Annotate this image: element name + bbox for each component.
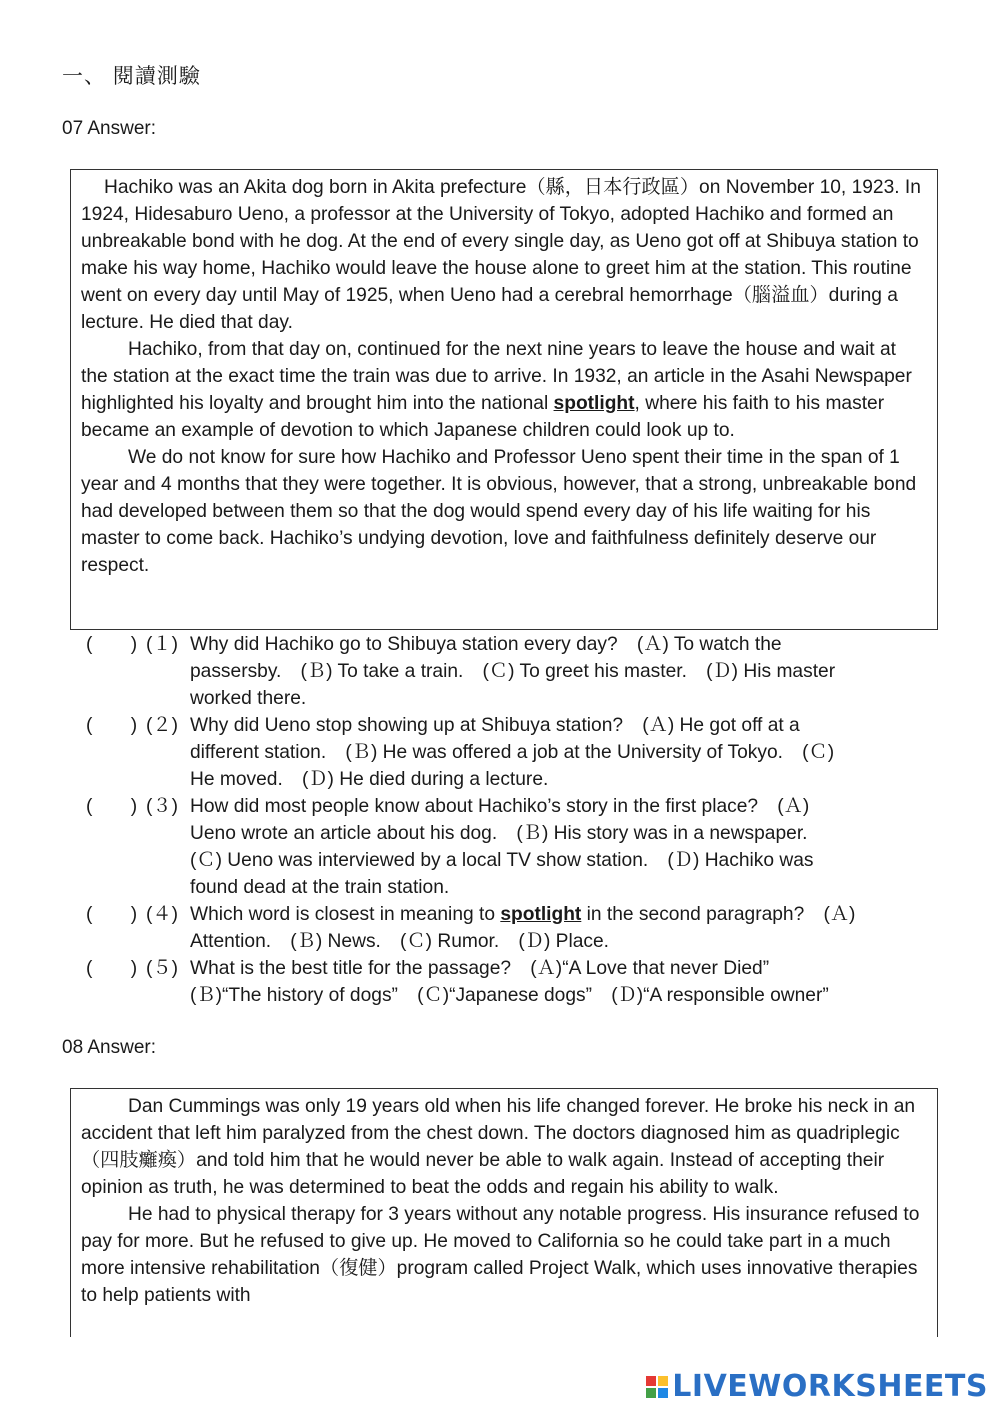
answer-blank[interactable]: ( ): [86, 796, 138, 817]
question-number: (１): [146, 634, 178, 655]
paragraph-2-text-b: , where his faith to his master became an example of devotion to which Japanese children could look up to.: [81, 393, 885, 441]
passage-07-paragraph-1: Hachiko was an Akita dog born in Akita prefecture（縣，日本行政區）on November 10, 1923. In 1924, Hidesaburo Ueno, a professor at the University of Tokyo, adopted Hachiko and formed an unbreakable bond with he dog. At the end of every single day, as Ueno got off at Shibuya station to make his way home, Hachiko would leave the house alone to greet him at the station. This routine went on every day until May of 1925, when Ueno had a cerebral hemorrhage（腦溢血）during a lecture. He died that day.: [81, 177, 921, 333]
question-line: different station. (Ｂ) He was offered a job at the University of Tokyo. (Ｃ): [190, 742, 835, 763]
question-number: (３): [146, 796, 178, 817]
question-line: passersby. (Ｂ) To take a train. (Ｃ) To greet his master. (Ｄ) His master: [190, 661, 836, 682]
answer-blank[interactable]: ( ): [86, 634, 138, 655]
question-line: Attention. (Ｂ) News. (Ｃ) Rumor. (Ｄ) Place.: [190, 931, 610, 952]
answer-label-07: 07 Answer:: [62, 118, 156, 139]
answer-blank[interactable]: ( ): [86, 904, 138, 925]
question-line: Why did Ueno stop showing up at Shibuya station? (Ａ) He got off at a: [190, 715, 800, 736]
question-number: (２): [146, 715, 178, 736]
logo-text: LIVEWORKSHEETS: [672, 1369, 988, 1404]
passage-08: [70, 1088, 938, 1337]
paragraph-2-text-a: Hachiko, from that day on, continued for the next nine years to leave the house and wait at the station at the exact time the train was due to arrive. In 1932, an article in the Asahi Newspaper highlighted his loyalty and brought him into the national: [81, 339, 912, 414]
question-list-07: [86, 631, 946, 1009]
question-2: [86, 712, 946, 793]
question-line: [190, 901, 946, 928]
passage-07: [70, 169, 938, 630]
spotlight-keyword: spotlight: [553, 393, 635, 414]
answer-blank[interactable]: ( ): [86, 958, 138, 979]
question-3: [86, 793, 946, 901]
question-line: He moved. (Ｄ) He died during a lecture.: [190, 769, 549, 790]
question-5: [86, 955, 946, 1009]
question-text: in the second paragraph? (Ａ): [581, 904, 856, 925]
question-line: worked there.: [190, 688, 307, 709]
liveworksheets-logo[interactable]: [646, 1369, 988, 1404]
question-line: How did most people know about Hachiko’s story in the first place? (Ａ): [190, 796, 810, 817]
passage-07-paragraph-2: [81, 336, 927, 444]
liveworksheets-logo-icon: [646, 1376, 668, 1398]
question-line: What is the best title for the passage? (Ａ)“A Love that never Died”: [190, 958, 770, 979]
question-number: (４): [146, 904, 178, 925]
section-title: 一、 閱讀測驗: [62, 65, 201, 88]
question-1: [86, 631, 946, 712]
spotlight-keyword: spotlight: [500, 904, 582, 925]
answer-label-08: 08 Answer:: [62, 1037, 156, 1058]
question-line: Why did Hachiko go to Shibuya station every day? (Ａ) To watch the: [190, 634, 782, 655]
question-line: found dead at the train station.: [190, 877, 450, 898]
question-number: (５): [146, 958, 178, 979]
question-text: Which word is closest in meaning to: [190, 904, 501, 925]
question-line: (Ｂ)“The history of dogs” (Ｃ)“Japanese dogs” (Ｄ)“A responsible owner”: [190, 985, 829, 1006]
answer-blank[interactable]: ( ): [86, 715, 138, 736]
passage-08-paragraph-1: Dan Cummings was only 19 years old when his life changed forever. He broke his neck in an accident that left him paralyzed from the chest down. The doctors diagnosed him as quadriplegic（四肢癱瘓）and told him that he would never be able to walk again. Instead of accepting their opinion as truth, he was determined to beat the odds and regain his ability to walk.: [81, 1096, 916, 1198]
question-4: [86, 901, 946, 955]
question-line: Ueno wrote an article about his dog. (Ｂ) His story was in a newspaper.: [190, 823, 808, 844]
question-line: (Ｃ) Ueno was interviewed by a local TV show station. (Ｄ) Hachiko was: [190, 850, 814, 871]
passage-07-paragraph-3: We do not know for sure how Hachiko and Professor Ueno spent their time in the span of 1 year and 4 months that they were together. It is obvious, however, that a strong, unbreakable bond had developed between them so that the dog would spend every day of his life waiting for his master to come back. Hachiko’s undying devotion, love and faithfulness definitely deserve our respect.: [81, 447, 917, 576]
passage-08-paragraph-2: He had to physical therapy for 3 years without any notable progress. His insurance refused to pay for more. But he refused to give up. He moved to California so he could take part in a much more intensive rehabilitation（復健）program called Project Walk, which uses innovative therapies to help patients with: [81, 1204, 920, 1306]
